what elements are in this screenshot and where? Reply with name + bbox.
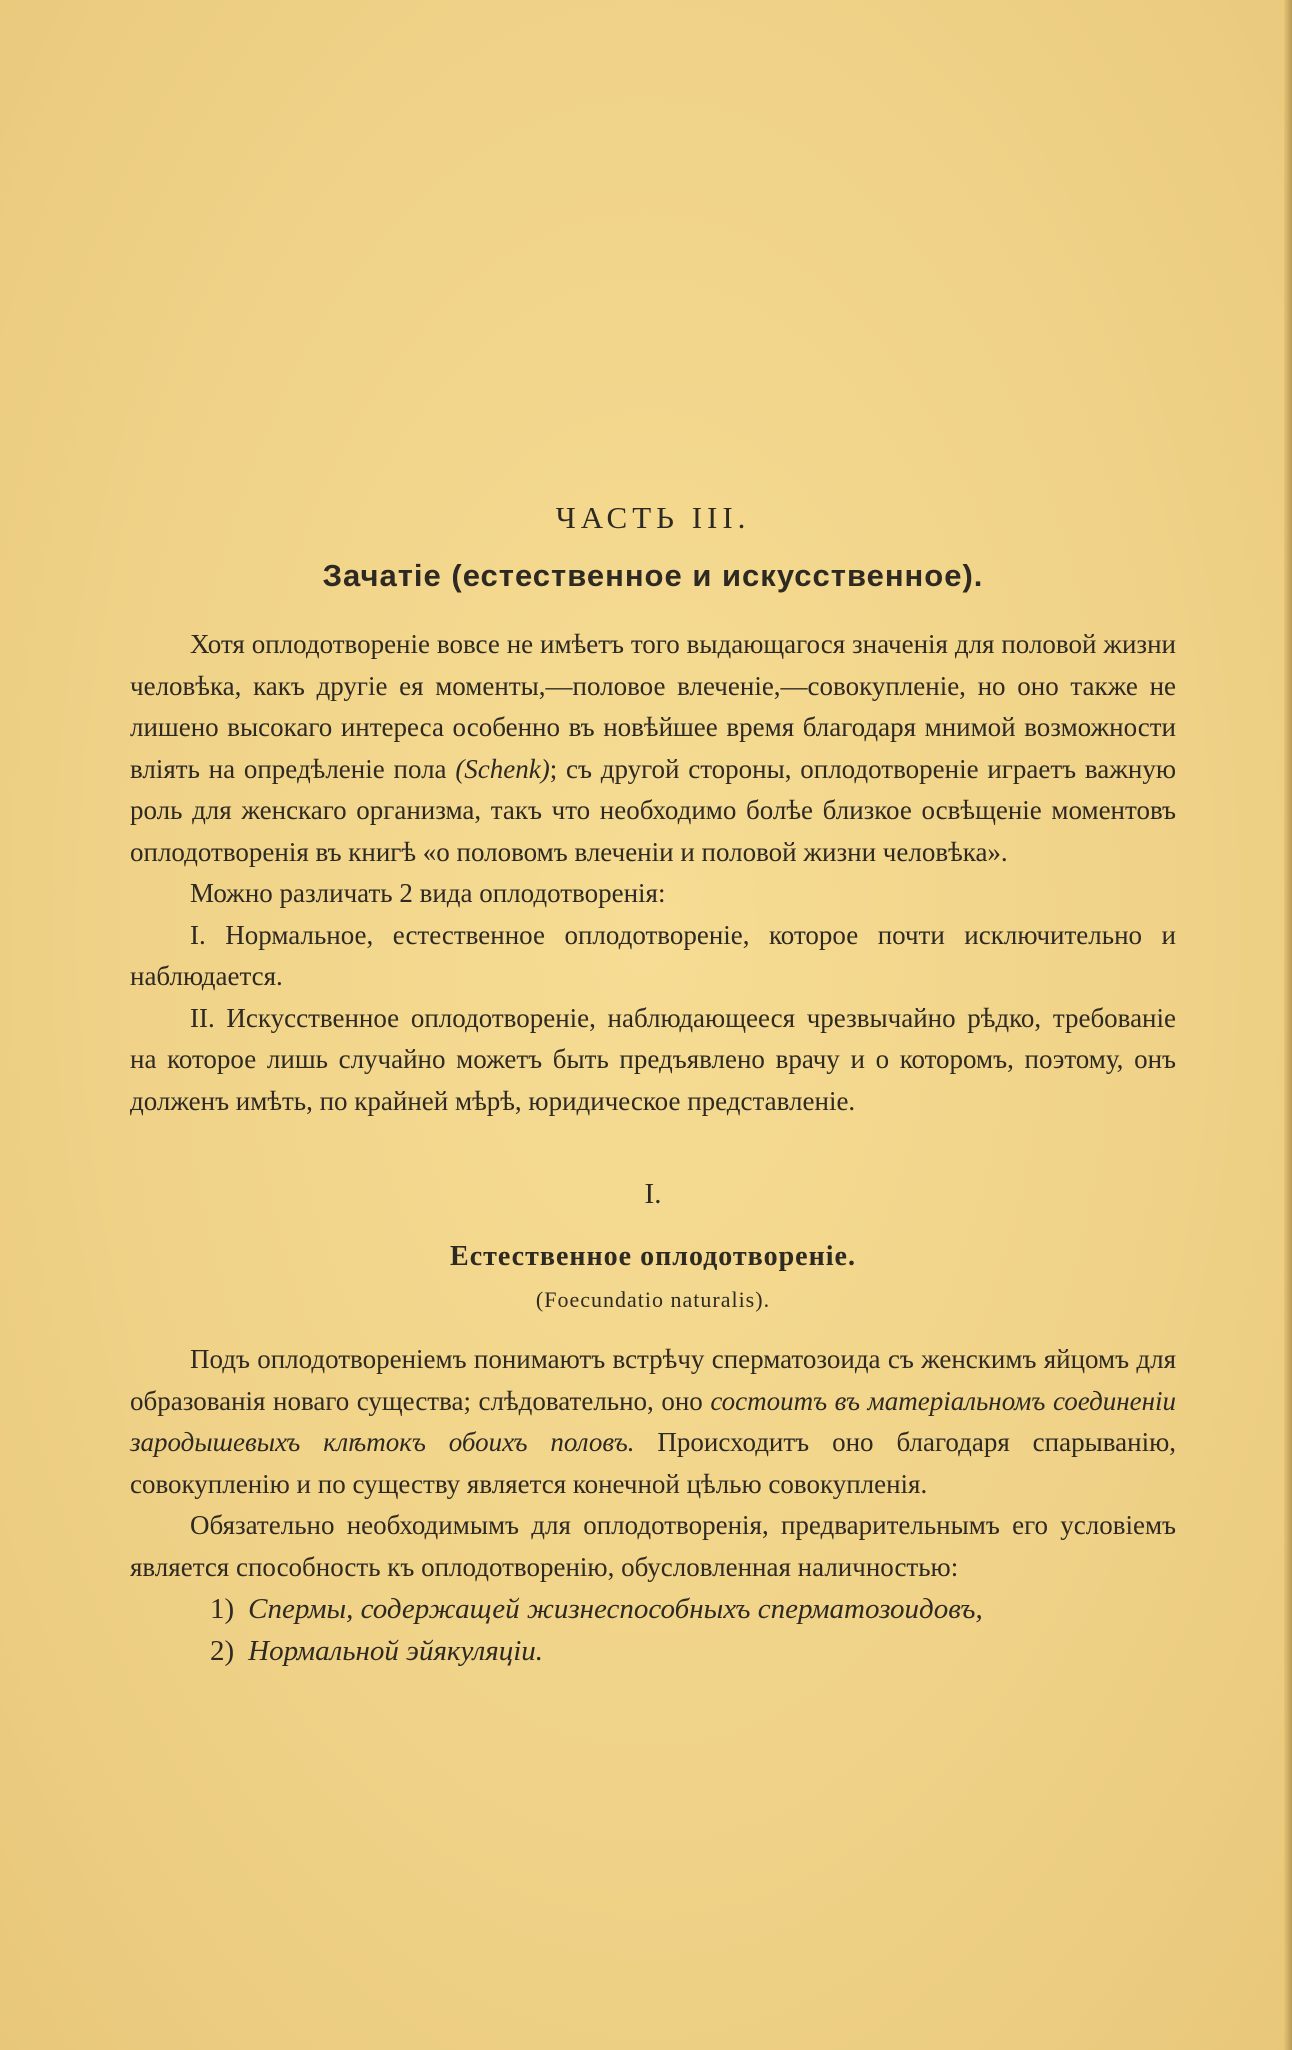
list-item-number: 1) (210, 1593, 235, 1625)
intro-p1-text: Хотя оплодотвореніе вовсе не имѣетъ того выдающагося значенія для половой жизни человѣка, какъ другіе ея моменты,—половое влеченіе,—совокупленіе, но оно также не лишено высокаго интереса особенно въ новѣйшее время благодаря мнимой возможности вліять на опредѣленіе пола (130, 629, 1176, 784)
intro-p1-rest: ; съ другой стороны, оплодотвореніе играетъ важную роль для женскаго организма, такъ что необходимо болѣе близкое освѣщеніе моментовъ оплодотворенія въ книгѣ «о половомъ влеченіи и половой жизни человѣка». (130, 753, 1176, 867)
page-content (130, 500, 1176, 1672)
list-item-text: Нормальной эйякуляціи. (248, 1635, 544, 1667)
list-item-number: 2) (210, 1635, 235, 1667)
intro-paragraph-4: II. Искусственное оплодотвореніе, наблюдающееся чрезвычайно рѣдко, требованіе на которое лишь случайно можетъ быть предъявлено врачу и о которомъ, поэтому, онъ долженъ имѣть, по крайней мѣрѣ, юридическое представленіе. (130, 1002, 1176, 1116)
list-item-text: Спермы, содержащей жизнеспособныхъ сперматозоидовъ, (248, 1593, 983, 1625)
section-p1-italic: состоитъ въ матеріальномъ соединеніи зародышевыхъ клѣтокъ обоихъ половъ. (130, 1385, 1176, 1457)
section-paragraph-1 (130, 1339, 1176, 1505)
section-paragraph-2: Обязательно необходимымъ для оплодотворенія, предварительнымъ его условіемъ является способность къ оплодотворенію, обусловленная наличностью: (130, 1510, 1176, 1582)
page-edge (1284, 0, 1292, 2050)
list-item (130, 1588, 1176, 1630)
section-p1-end: Происходитъ оно благодаря спарыванію, совокупленію и по существу является конечной цѣлью совокупленія. (130, 1427, 1176, 1499)
intro-paragraph-3: I. Нормальное, естественное оплодотвореніе, которое почти исключительно и наблюдается. (130, 919, 1176, 991)
list-item (130, 1630, 1176, 1672)
intro-paragraph-2: Можно различать 2 вида оплодотворенія: (190, 878, 666, 908)
intro-paragraph-1 (130, 624, 1176, 873)
section-latin-subtitle: (Foecundatio naturalis). (535, 1287, 771, 1312)
section-p1-start: Подъ оплодотвореніемъ понимаютъ встрѣчу сперматозоида съ женскимъ яйцомъ для образованія новаго существа; слѣдовательно, оно (130, 1344, 1176, 1416)
author-reference: (Schenk) (455, 753, 550, 784)
chapter-title: Зачатіе (естественное и искусственное). (322, 558, 984, 593)
section-title: Естественное оплодотвореніе. (450, 1241, 856, 1272)
section-number: I. (644, 1178, 662, 1210)
part-heading: ЧАСТЬ III. (555, 500, 751, 535)
